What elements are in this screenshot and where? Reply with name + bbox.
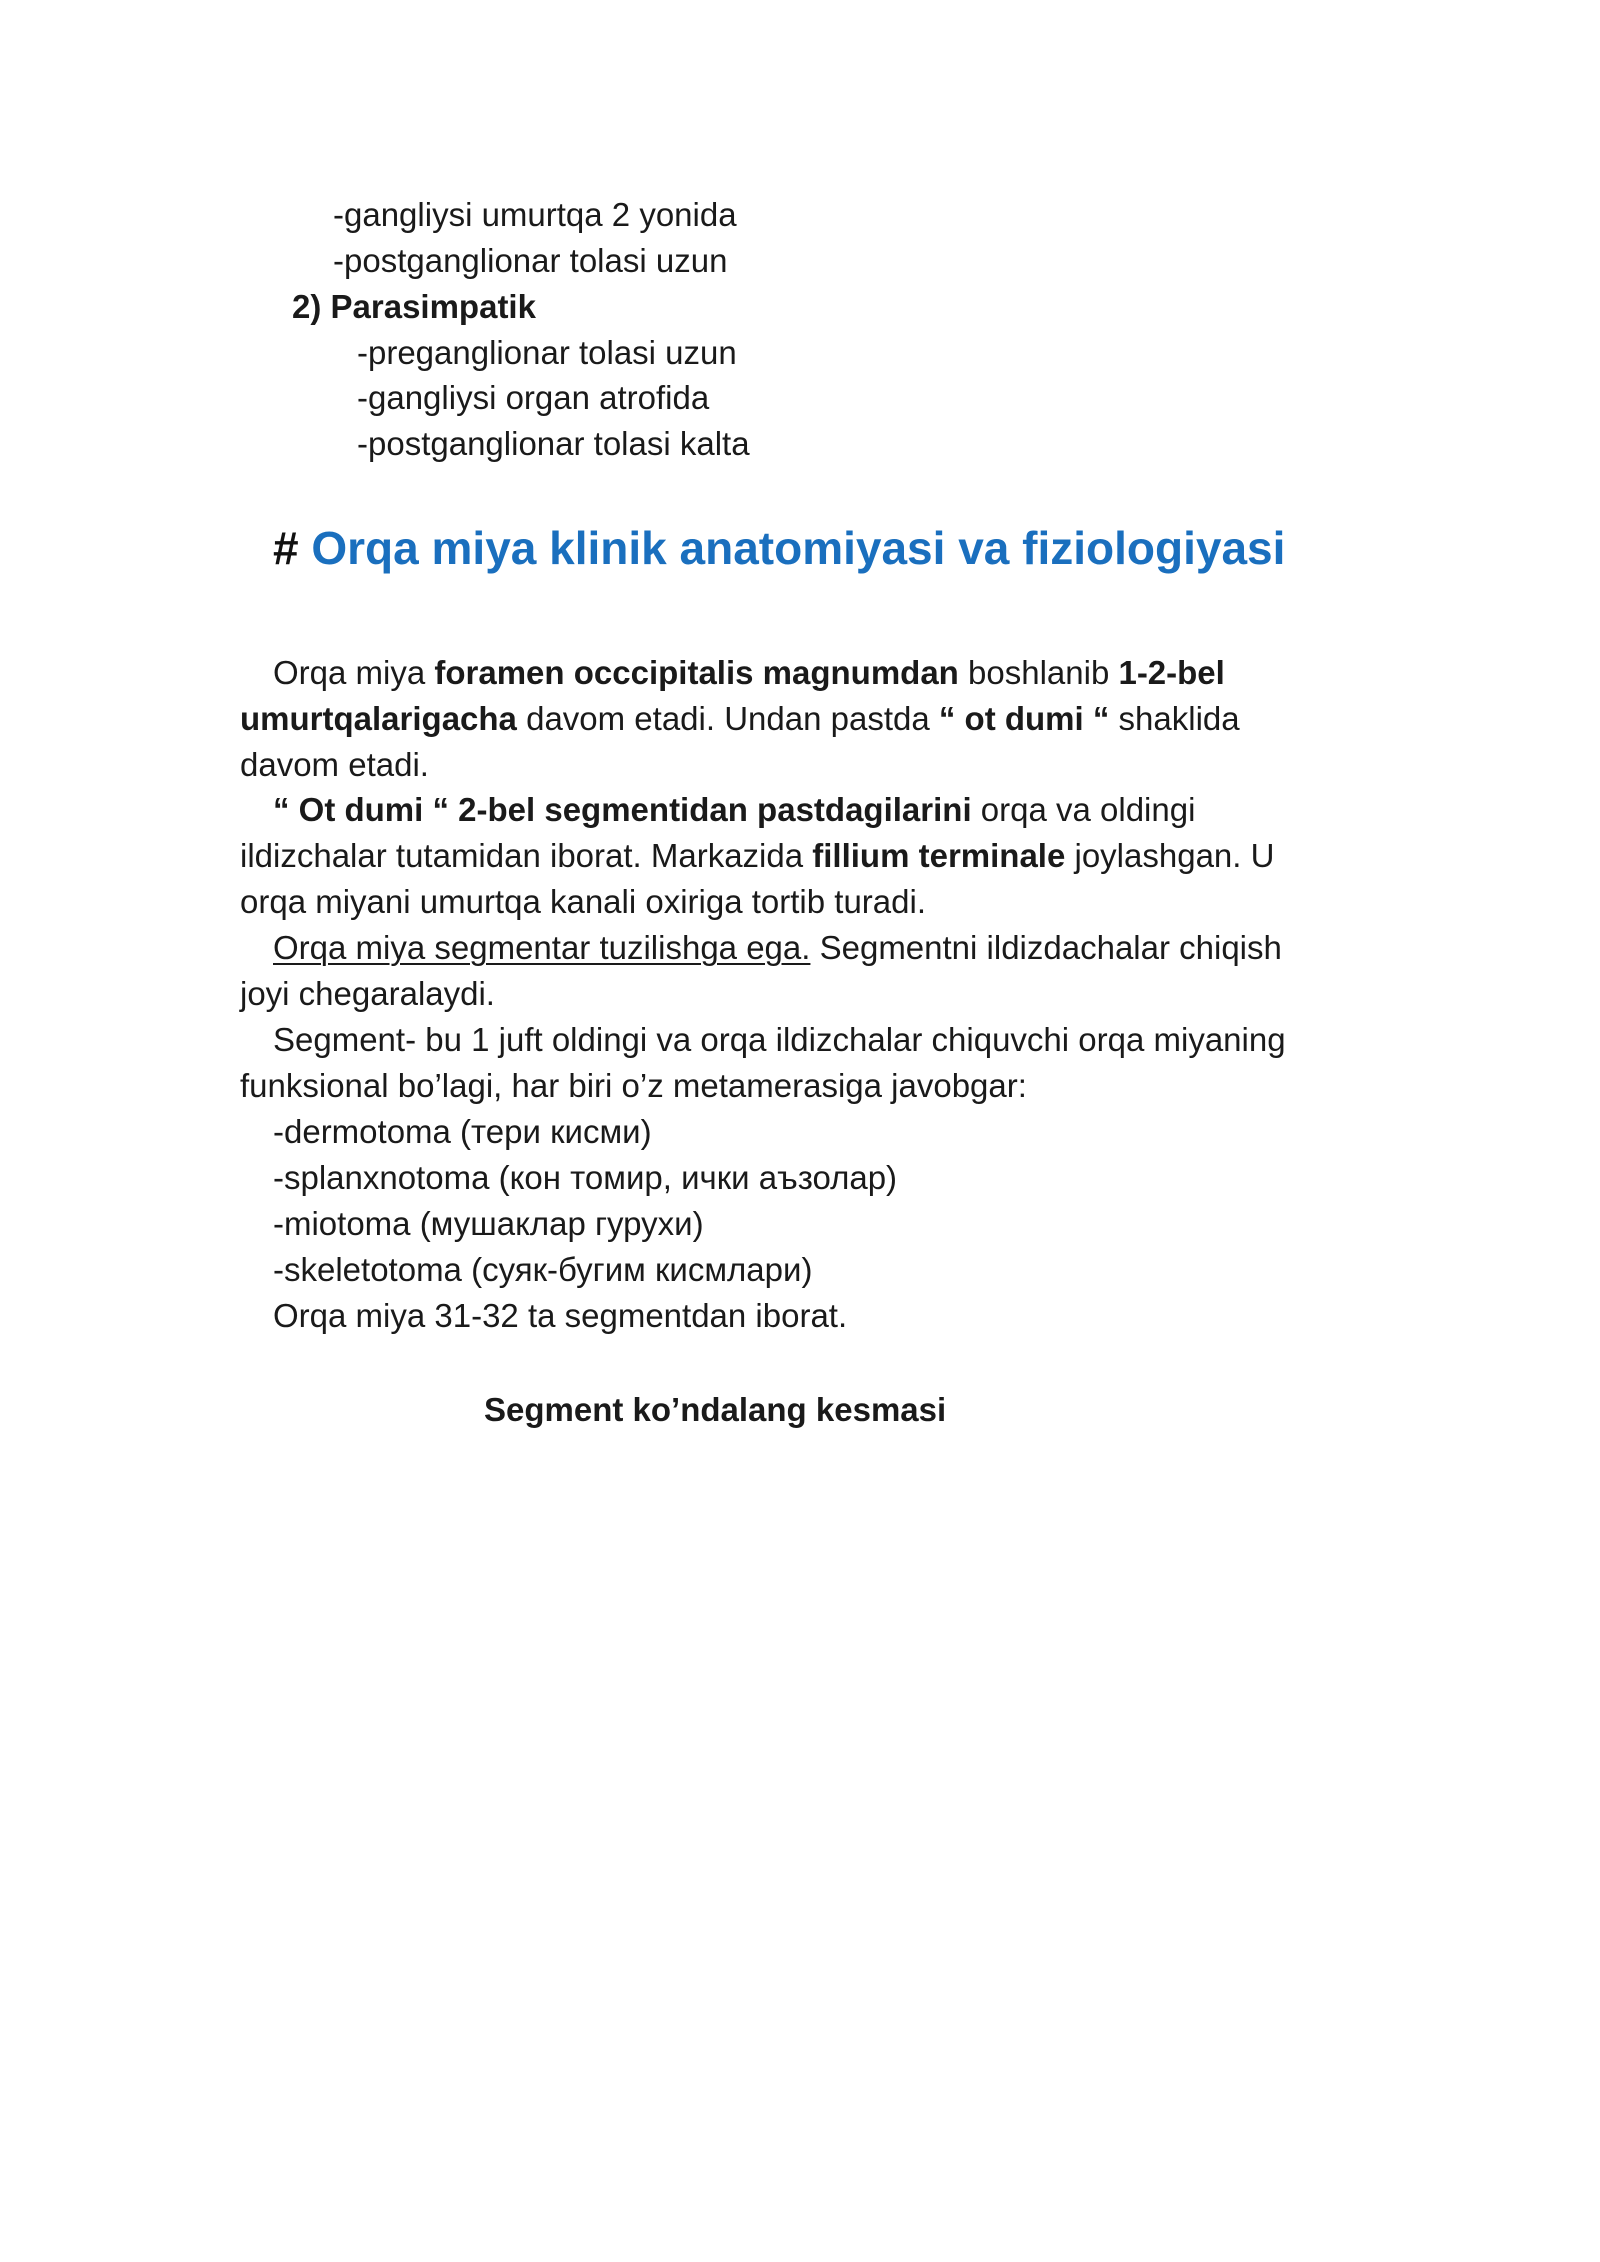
text-run: Segmentni ildizdachalar chiqish	[810, 929, 1282, 966]
list-item: -postganglionar tolasi kalta	[357, 425, 750, 462]
text-run: boshlanib	[958, 654, 1119, 691]
section-heading	[273, 518, 1285, 578]
section-subtitle	[292, 284, 536, 330]
list-item: -skeletotoma (суяк-бугим кисмлари)	[273, 1251, 813, 1288]
list-item: -gangliysi umurtqa 2 yonida	[333, 196, 737, 233]
paragraph-line	[273, 925, 1282, 971]
bold-run: 1-2-bel	[1118, 654, 1225, 691]
text-run: shaklida	[1109, 700, 1240, 737]
underlined-run: Orqa miya segmentar tuzilishga ega.	[273, 929, 811, 966]
text-run: ildizchalar tutamidan iborat. Markazida	[240, 837, 813, 874]
paragraph-line: funksional bo’lagi, har biri o’z metamerasiga javobgar:	[240, 1067, 1027, 1104]
list-item: -preganglionar tolasi uzun	[357, 334, 737, 371]
paragraph-line	[240, 833, 1274, 879]
paragraph-line: Segment- bu 1 juft oldingi va orqa ildizchalar chiquvchi orqa miyaning	[273, 1021, 1286, 1058]
paragraph-line: orqa miyani umurtqa kanali oxiriga tortib turadi.	[240, 883, 926, 920]
text-run: davom etadi. Undan pastda	[516, 700, 939, 737]
list-item: -dermotoma (тери кисми)	[273, 1113, 652, 1150]
paragraph-line	[273, 787, 1195, 833]
list-item: -gangliysi organ atrofida	[357, 379, 710, 416]
text-run: orqa va oldingi	[971, 791, 1196, 828]
list-item: -miotoma (мушаклар гурухи)	[273, 1205, 704, 1242]
heading-text: Orqa miya klinik anatomiyasi va fiziologiyasi	[311, 522, 1286, 574]
bold-run: fillium terminale	[812, 837, 1066, 874]
list-item: -postganglionar tolasi uzun	[333, 242, 728, 279]
bold-run: “ ot dumi “	[938, 700, 1110, 737]
bold-run: umurtqalarigacha	[240, 700, 517, 737]
bold-run: “ Ot dumi “ 2-bel segmentidan pastdagilarini	[273, 791, 972, 828]
list-item: -splanxnotoma (кон томир, ички аъзолар)	[273, 1159, 898, 1196]
paragraph-line	[273, 650, 1225, 696]
text-run: Orqa miya	[273, 654, 435, 691]
text-run: joylashgan. U	[1065, 837, 1275, 874]
bold-run: foramen occcipitalis magnumdan	[434, 654, 959, 691]
figure-caption: Segment ko’ndalang kesmasi	[484, 1391, 947, 1428]
summary-line: Orqa miya 31-32 ta segmentdan iborat.	[273, 1297, 848, 1334]
paragraph-line	[240, 696, 1240, 742]
heading-hash: #	[273, 522, 299, 574]
paragraph-line: davom etadi.	[240, 746, 429, 783]
parasimpatik-title: 2) Parasimpatik	[292, 288, 536, 325]
paragraph-line: joyi chegaralaydi.	[240, 975, 495, 1012]
